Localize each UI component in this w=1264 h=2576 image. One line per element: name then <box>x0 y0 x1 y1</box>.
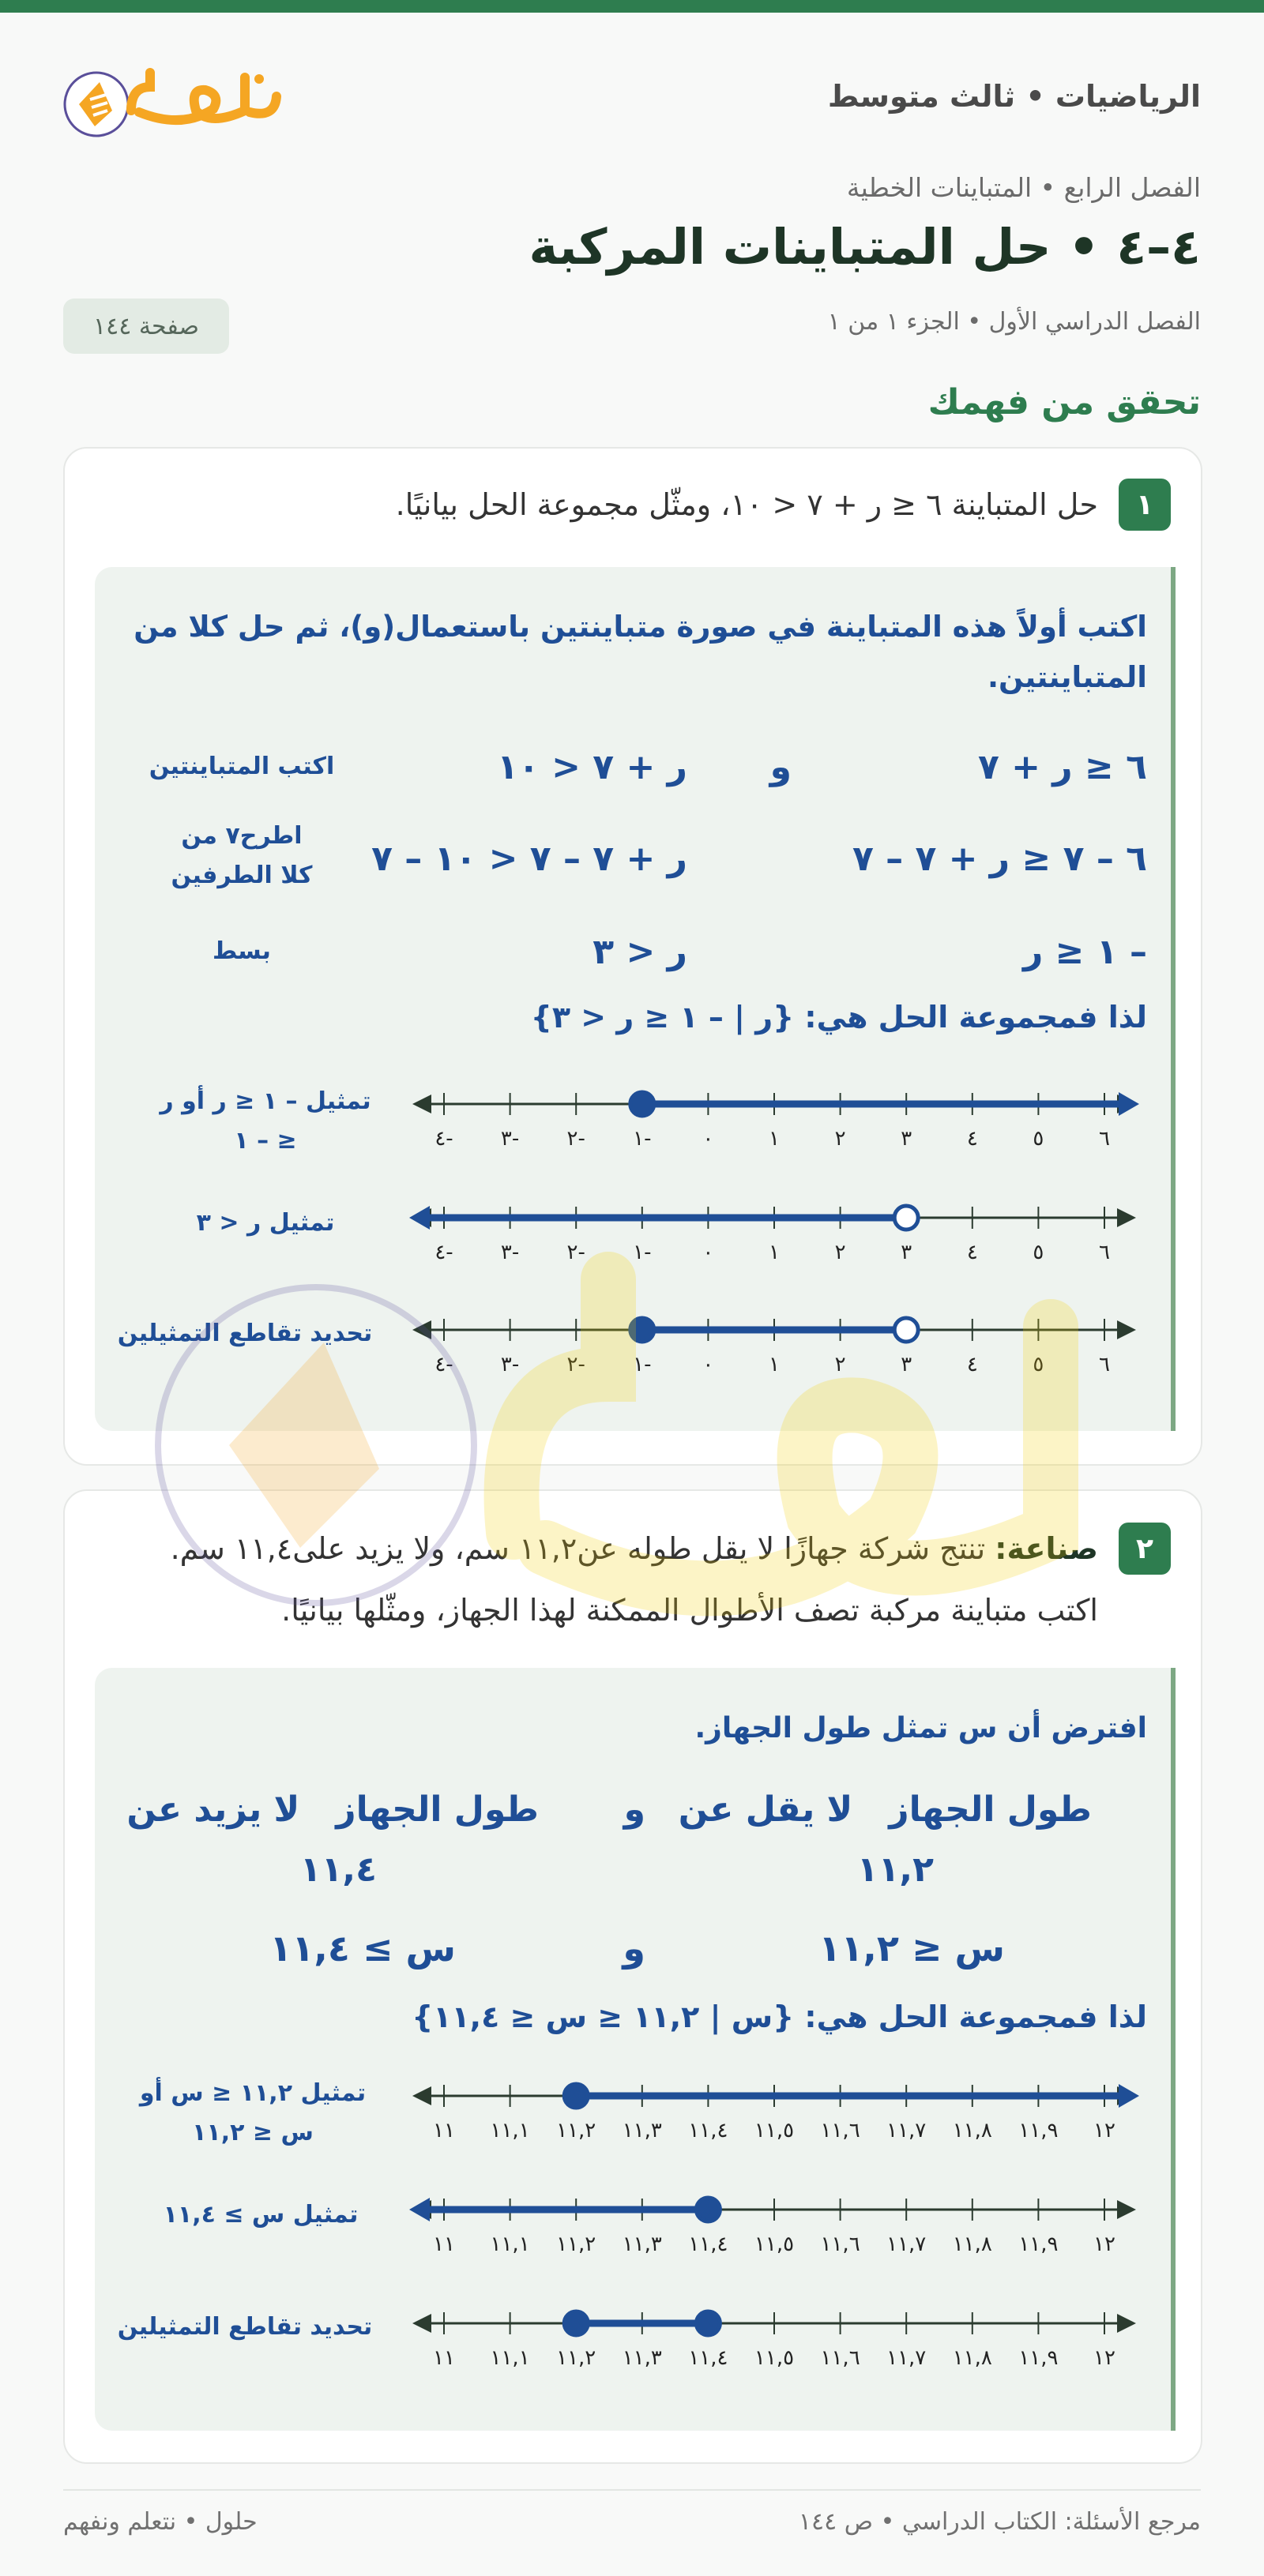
semester-label: الفصل الدراسي الأول • الجزء ١ من ١ <box>827 308 1201 336</box>
arrow-right <box>1117 1208 1136 1227</box>
question-body: تنتج شركة جهازًا لا يقل طوله عن١١,٢ سم، ولا يزيد على١١,٤ سم. اكتب متباينة مركبة تصف الأطوال الممكنة لهذا الجهاز، ومثّلها بيانيًا. <box>170 1531 1098 1628</box>
tick-label: ١١,٩ <box>1018 2119 1059 2142</box>
tick-label: ١٢ <box>1093 2232 1115 2255</box>
tick-label: -٢ <box>566 1241 585 1264</box>
number-line-3 <box>403 2298 1146 2369</box>
tick-label: -٣ <box>500 1353 520 1376</box>
tick-label: -٣ <box>500 1241 520 1264</box>
tick-label: ١١,١ <box>490 2119 530 2142</box>
tick-label: -١ <box>633 1241 652 1264</box>
open-endpoint <box>894 1206 918 1230</box>
number-line-2 <box>403 2184 1146 2255</box>
tick-label: ١٢ <box>1093 2119 1115 2142</box>
closed-endpoint <box>696 2198 720 2221</box>
solution-arrow-head <box>1119 2084 1139 2108</box>
footer-reference: مرجع الأسئلة: الكتاب الدراسي • ص ١٤٤ <box>798 2508 1201 2536</box>
tick-label: ٤ <box>966 1241 978 1264</box>
closed-endpoint <box>630 1092 654 1116</box>
step-right: ر + ٧ – ٧ < ١٠ – ٧ <box>371 839 687 879</box>
chapter-label: الفصل الرابع • المتباينات الخطية <box>846 172 1201 203</box>
solution-box <box>95 567 1176 1431</box>
assume-text: افترض أن س تمثل طول الجهاز. <box>694 1712 1147 1744</box>
tick-label: -٤ <box>434 1241 453 1264</box>
tick-label: ١١,٨ <box>952 2232 992 2255</box>
tick-label: ١١,٦ <box>820 2346 860 2369</box>
tick-label: ٥ <box>1033 1241 1044 1264</box>
tick-label: -٢ <box>566 1353 585 1376</box>
words-join: و <box>623 1789 645 1830</box>
question-number: ١ <box>1119 479 1171 531</box>
tick-label: ١١,٤ <box>688 2346 728 2369</box>
arrow-right <box>1117 1320 1136 1339</box>
tick-label: -١ <box>633 1353 652 1376</box>
tick-label: ١١,٥ <box>754 2346 795 2369</box>
number-line-2 <box>403 1192 1146 1264</box>
question-card-2 <box>63 1489 1202 2464</box>
tick-label: ٠ <box>702 1241 714 1264</box>
graph-label: تحديد تقاطع التمثيلين <box>117 2313 373 2341</box>
tick-label: ١١,٩ <box>1018 2232 1059 2255</box>
solution-set: لذا فمجموعة الحل هي: {ر | – ١ ≤ ر < ٣} <box>530 1000 1147 1035</box>
page-header <box>63 47 1201 150</box>
tick-label: ٢ <box>834 1127 846 1150</box>
tick-label: ١١,٣ <box>622 2232 662 2255</box>
inequality-right: س ≤ ١١,٢ <box>818 1927 1005 1970</box>
tick-label: ١١,٦ <box>820 2119 860 2142</box>
tick-label: ١١,٧ <box>886 2346 927 2369</box>
lesson-title: ٤–٤ • حل المتباينات المركبة <box>529 218 1201 276</box>
inequality-join: و <box>623 1927 645 1970</box>
step-right: ر < ٣ <box>592 932 687 972</box>
closed-endpoint <box>630 1318 654 1342</box>
words-right: طول الجهاز لا يقل عن <box>678 1789 1092 1830</box>
question-keyword: صناعة: <box>995 1531 1098 1566</box>
tick-label: -٢ <box>566 1127 585 1150</box>
solution-arrow-head <box>409 1206 430 1230</box>
tick-label: ٦ <box>1099 1127 1110 1150</box>
inequality-left: س ≥ ١١,٤ <box>269 1927 456 1970</box>
question-card-1 <box>63 447 1202 1466</box>
solution-instruction: اكتب أولاً هذه المتباينة في صورة متباينتين باستعمال(و)، ثم حل كلا من المتباينتين. <box>134 610 1147 694</box>
tick-label: ٣ <box>901 1127 912 1150</box>
tick-label: ٢ <box>834 1353 846 1376</box>
tick-label: ٢ <box>834 1241 846 1264</box>
tick-label: ٠ <box>702 1127 714 1150</box>
tick-label: ١١,٣ <box>622 2119 662 2142</box>
tick-label: ١١,٨ <box>952 2119 992 2142</box>
tick-label: ١١ <box>433 2119 455 2142</box>
words-right-value: ١١,٢ <box>856 1849 934 1890</box>
tick-label: ٤ <box>966 1353 978 1376</box>
step-join: و <box>769 747 792 787</box>
tick-label: -٣ <box>500 1127 520 1150</box>
step-label: اطرح٧ من كلا الطرفين <box>171 822 313 889</box>
tick-label: ١١,٨ <box>952 2346 992 2369</box>
solution-set: لذا فمجموعة الحل هي: {س | ١١,٢ ≤ س ≤ ١١,٤} <box>412 2000 1147 2034</box>
tick-label: ١١,٩ <box>1018 2346 1059 2369</box>
tick-label: ٥ <box>1033 1127 1044 1150</box>
step-left: ٦ ≤ ر + ٧ <box>977 747 1147 787</box>
arrow-left <box>412 2314 431 2333</box>
graph-label: تمثيل س ≥ ١١,٤ <box>163 2201 359 2229</box>
arrow-left <box>412 1320 431 1339</box>
step-label: بسط <box>213 937 271 965</box>
closed-endpoint <box>696 2311 720 2335</box>
arrow-right <box>1117 2200 1136 2219</box>
arrow-right <box>1117 2314 1136 2333</box>
number-line-1 <box>403 1079 1146 1150</box>
closed-endpoint <box>564 2084 588 2108</box>
hulul-logo[interactable] <box>63 63 292 142</box>
section-title: تحقق من فهمك <box>927 382 1201 422</box>
question-number: ٢ <box>1119 1523 1171 1575</box>
tick-label: ١١,٤ <box>688 2119 728 2142</box>
solution-box <box>95 1668 1176 2431</box>
page-badge: صفحة ١٤٤ <box>63 299 229 354</box>
tick-label: ١١,١ <box>490 2232 530 2255</box>
question-text: حل المتباينة ٦ ≤ ر + ٧ < ١٠، ومثّل مجموعة الحل بيانيًا. <box>395 487 1098 522</box>
step-left: ٦ – ٧ ≤ ر + ٧ – ٧ <box>852 839 1147 879</box>
words-left: طول الجهاز لا يزيد عن <box>126 1789 539 1830</box>
graph-label: تمثيل – ١ ≤ ر أو ر ≤ – ١ <box>160 1087 371 1155</box>
graph-label: تحديد تقاطع التمثيلين <box>117 1320 373 1347</box>
tick-label: ١١,٤ <box>688 2232 728 2255</box>
tick-label: ١١,٣ <box>622 2346 662 2369</box>
step-label: اكتب المتباينتين <box>149 753 335 780</box>
question-text <box>111 1518 1098 1641</box>
closed-endpoint <box>564 2311 588 2335</box>
step-left: – ١ ≤ ر <box>1022 932 1147 972</box>
tick-label: ١ <box>769 1353 780 1376</box>
top-accent-bar <box>0 0 1264 13</box>
tick-label: ٣ <box>901 1353 912 1376</box>
number-line-3 <box>403 1305 1146 1376</box>
words-left-value: ١١,٤ <box>299 1849 377 1890</box>
arrow-left <box>412 2086 431 2105</box>
footer-tagline: حلول • نتعلم ونفهم <box>63 2508 258 2536</box>
step-right: ر + ٧ < ١٠ <box>497 747 687 787</box>
tick-label: -٤ <box>434 1353 453 1376</box>
tick-label: ١١,٦ <box>820 2232 860 2255</box>
tick-label: ١١,٧ <box>886 2232 927 2255</box>
tick-label: ١١,٢ <box>556 2346 596 2369</box>
graph-label: تمثيل ر < ٣ <box>196 1209 335 1237</box>
tick-label: -٤ <box>434 1127 453 1150</box>
tick-label: ١١,٥ <box>754 2119 795 2142</box>
tick-label: ١١,٢ <box>556 2232 596 2255</box>
tick-label: ٠ <box>702 1353 714 1376</box>
subject-label: الرياضيات • ثالث متوسط <box>827 79 1201 114</box>
tick-label: ١١,٧ <box>886 2119 927 2142</box>
graph-label: تمثيل ١١,٢ ≤ س أو س ≤ ١١,٢ <box>139 2079 367 2146</box>
tick-label: ١١,١ <box>490 2346 530 2369</box>
open-endpoint <box>894 1318 918 1342</box>
number-line-1 <box>403 2071 1146 2142</box>
solution-arrow-head <box>409 2198 430 2221</box>
tick-label: ١ <box>769 1127 780 1150</box>
tick-label: ٥ <box>1033 1353 1044 1376</box>
tick-label: ٣ <box>901 1241 912 1264</box>
tick-label: ٦ <box>1099 1353 1110 1376</box>
tick-label: ١١,٥ <box>754 2232 795 2255</box>
tick-label: ١١,٢ <box>556 2119 596 2142</box>
tick-label: ١١ <box>433 2346 455 2369</box>
arrow-left <box>412 1095 431 1113</box>
footer-divider <box>63 2489 1201 2491</box>
tick-label: ٦ <box>1099 1241 1110 1264</box>
solution-arrow-head <box>1119 1092 1139 1116</box>
tick-label: ١٢ <box>1093 2346 1115 2369</box>
tick-label: -١ <box>633 1127 652 1150</box>
tick-label: ١ <box>769 1241 780 1264</box>
tick-label: ١١ <box>433 2232 455 2255</box>
tick-label: ٤ <box>966 1127 978 1150</box>
